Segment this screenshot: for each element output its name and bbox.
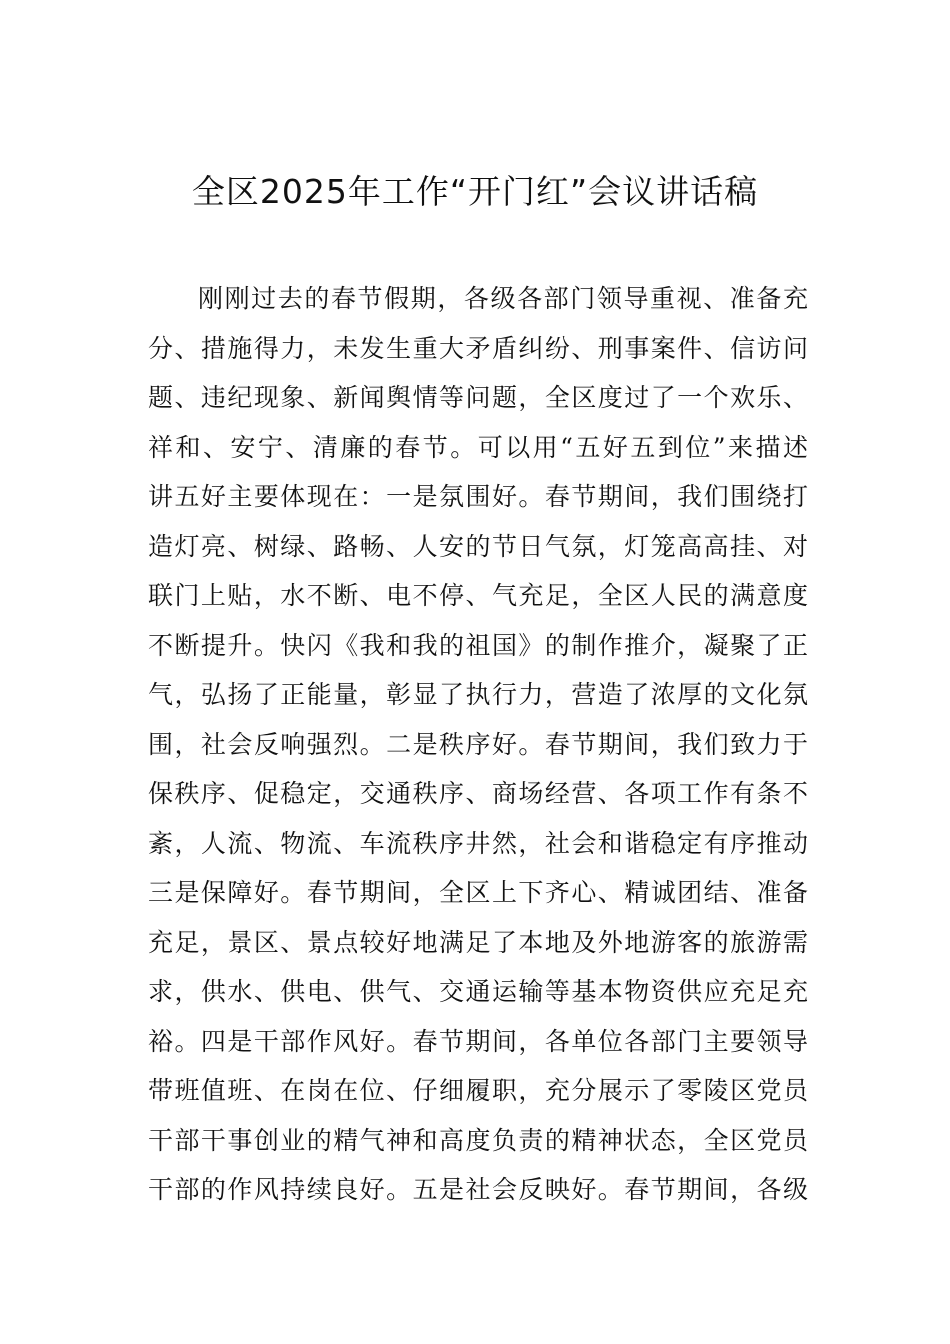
body-line: 讲五好主要体现在：一是氛围好。春节期间，我们围绕打	[148, 482, 808, 511]
body-line: 求，供水、供电、供气、交通运输等基本物资供应充足充	[148, 977, 808, 1006]
body-line: 祥和、安宁、清廉的春节。可以用“五好五到位”来描述	[148, 433, 808, 462]
body-line: 造灯亮、树绿、路畅、人安的节日气氛，灯笼高高挂、对	[148, 532, 808, 561]
body-line: 刚刚过去的春节假期，各级各部门领导重视、准备充	[198, 284, 808, 313]
body-line: 题、违纪现象、新闻舆情等问题，全区度过了一个欢乐、	[148, 383, 808, 412]
body-line: 充足，景区、景点较好地满足了本地及外地游客的旅游需	[148, 928, 808, 957]
body-line: 气，弘扬了正能量，彰显了执行力，营造了浓厚的文化氛	[148, 680, 808, 709]
body-line: 带班值班、在岗在位、仔细履职，充分展示了零陵区党员	[148, 1076, 808, 1105]
body-line: 干部干事创业的精气神和高度负责的精神状态，全区党员	[148, 1126, 808, 1155]
body-line: 不断提升。快闪《我和我的祖国》的制作推介，凝聚了正	[148, 631, 808, 660]
body-line: 干部的作风持续良好。五是社会反映好。春节期间，各级	[148, 1175, 808, 1204]
body-line: 围，社会反响强烈。二是秩序好。春节期间，我们致力于	[148, 730, 808, 759]
body-line: 裕。四是干部作风好。春节期间，各单位各部门主要领导	[148, 1027, 808, 1056]
body-line: 紊，人流、物流、车流秩序井然，社会和谐稳定有序推动	[148, 829, 808, 858]
body-line: 分、措施得力，未发生重大矛盾纠纷、刑事案件、信访问	[148, 334, 808, 363]
body-line: 保秩序、促稳定，交通秩序、商场经营、各项工作有条不	[148, 779, 808, 808]
body-line: 三是保障好。春节期间，全区上下齐心、精诚团结、准备	[148, 878, 808, 907]
body-line: 联门上贴，水不断、电不停、气充足，全区人民的满意度	[148, 581, 808, 610]
document-title: 全区2025年工作“开门红”会议讲话稿	[191, 172, 759, 211]
